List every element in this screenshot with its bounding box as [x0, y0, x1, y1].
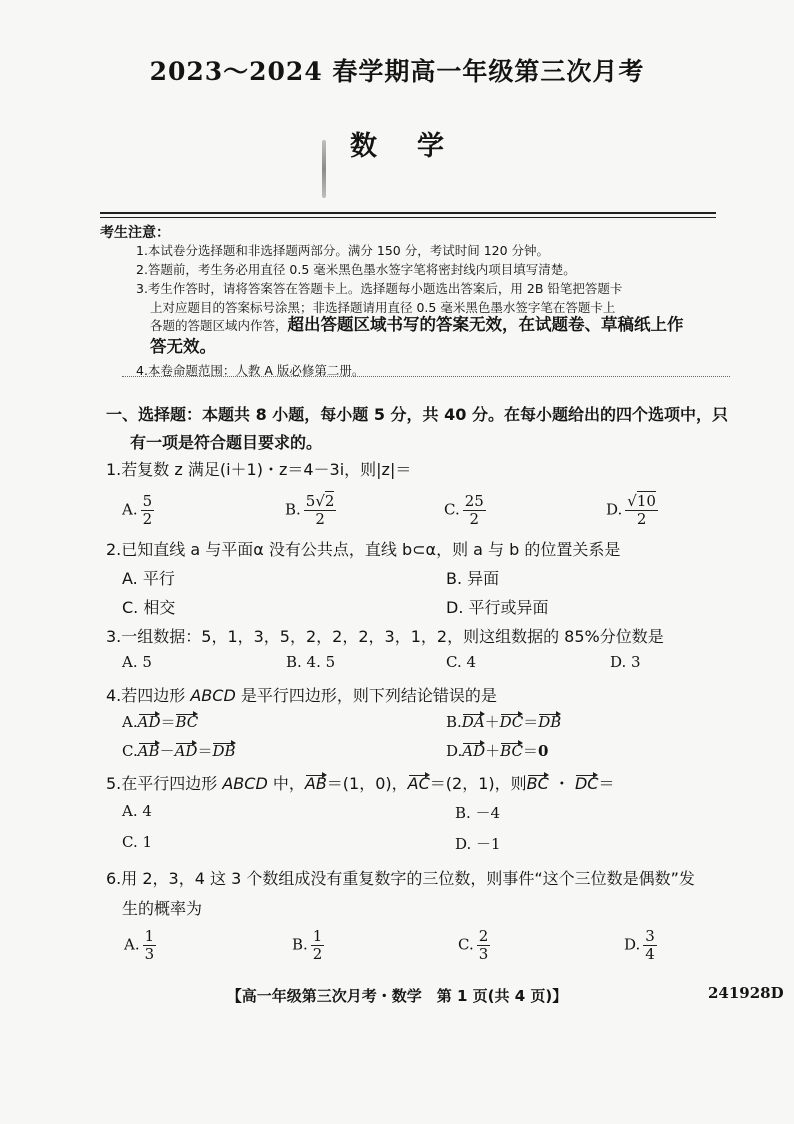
notice-item: 3.考生作答时，请将答案答在答题卡上。选择题每小题选出答案后，用 2B 铅笔把答题卡 — [136, 281, 623, 296]
page-footer: 【高一年级第三次月考・数学 第 1 页(共 4 页)】 — [226, 987, 568, 1005]
vector: AC — [407, 774, 430, 793]
numerator: 25 — [464, 492, 484, 510]
fraction — [141, 493, 155, 528]
operator: ＝ — [522, 742, 538, 760]
numerator: 5 — [142, 492, 153, 510]
option-label: D. — [624, 935, 641, 954]
vector: AD — [462, 742, 486, 760]
numerator: 1 — [144, 927, 155, 945]
q2-option-b: B. 异面 — [446, 569, 500, 588]
q1-option-a — [122, 493, 154, 528]
operator: － — [159, 742, 175, 760]
operator: ＝ — [523, 713, 539, 731]
vector: DB — [212, 742, 236, 760]
notice-item: 1.本试卷分选择题和非选择题两部分。满分 150 分，考试时间 120 分钟。 — [136, 243, 550, 258]
denominator: 2 — [469, 510, 480, 528]
q3-option-d: D. 3 — [610, 653, 641, 671]
operator: ＋ — [485, 742, 501, 760]
q4-option-a — [122, 711, 198, 732]
denominator: 2 — [142, 510, 153, 528]
notice-title: 考生注意： — [100, 225, 170, 241]
vector: AB — [304, 774, 327, 793]
option-label: D. — [606, 500, 623, 519]
q3-option-c: C. 4 — [446, 653, 477, 671]
question-6-stem-cont: 生的概率为 — [122, 899, 203, 918]
coefficient: 5 — [305, 492, 316, 510]
fraction — [311, 928, 325, 963]
operator: ＝ — [197, 742, 213, 760]
numerator: 2 — [478, 927, 489, 945]
notice-item: 各题的答题区域内作答， — [150, 318, 288, 333]
fraction — [143, 928, 157, 963]
q1-option-d — [606, 493, 658, 528]
notice-item: 2.答题前，考生务必用直径 0.5 毫米黑色墨水签字笔将密封线内项目填写清楚。 — [136, 262, 576, 277]
denominator: 2 — [315, 510, 325, 528]
notice-item: 上对应题目的答案标号涂黑；非选择题请用直径 0.5 毫米黑色墨水签字笔在答题卡上 — [150, 300, 616, 315]
option-label: C. — [122, 742, 138, 760]
q1-option-c — [444, 493, 486, 528]
question-5-stem — [106, 771, 615, 794]
section-heading: 一、选择题：本题共 8 小题，每小题 5 分，共 40 分。在每小题给出的四个选项中，只 — [106, 405, 728, 424]
q6-option-a — [124, 928, 156, 963]
fraction — [304, 493, 337, 528]
option-label: C. — [444, 500, 460, 519]
q2-option-c: C. 相交 — [122, 598, 176, 617]
sqrt-sign: √ — [315, 492, 325, 510]
q6-option-b — [292, 928, 324, 963]
question-4-stem — [106, 683, 497, 706]
numerator — [625, 493, 658, 511]
vector: BC — [175, 713, 199, 731]
fraction — [463, 493, 486, 528]
option-label: A. — [124, 935, 140, 954]
math-var: ABCD — [190, 686, 236, 705]
question-1-stem: 1.若复数 z 满足(i＋1)・z＝4－3i，则|z|＝ — [106, 460, 412, 479]
option-label: B. — [446, 713, 462, 731]
option-label: A. — [122, 500, 138, 519]
q5-option-c: C. 1 — [122, 833, 153, 851]
operator: ＝ — [598, 774, 615, 793]
notice-emphasis: 答无效。 — [150, 337, 216, 356]
vector: DB — [538, 713, 562, 731]
q3-option-b: B. 4. 5 — [286, 653, 336, 671]
operator: ・ — [548, 774, 575, 793]
denominator: 2 — [636, 510, 647, 528]
fraction — [477, 928, 491, 963]
notice-emphasis: 超出答题区域书写的答案无效，在试题卷、草稿纸上作 — [287, 315, 684, 334]
denominator: 3 — [478, 945, 489, 963]
vector: BC — [500, 742, 523, 760]
fraction — [625, 493, 658, 528]
vector: DC — [499, 713, 524, 731]
option-label: B. — [292, 935, 308, 954]
q4-option-c — [122, 740, 236, 761]
stem-text: 中， — [267, 774, 305, 793]
divider-bottom — [100, 217, 716, 218]
q2-option-d: D. 平行或异面 — [446, 598, 549, 617]
scan-smudge — [322, 140, 326, 198]
q3-option-a: A. 5 — [122, 653, 152, 671]
option-label: C. — [458, 935, 474, 954]
stem-text: ＝(1，0)， — [326, 774, 408, 793]
q1-option-b — [285, 493, 336, 528]
question-6-stem: 6.用 2，3，4 这 3 个数组成没有重复数字的三位数，则事件“这个三位数是偶数”发 — [106, 869, 695, 888]
subject-title: 数学 — [350, 131, 484, 162]
q5-option-d: D. －1 — [455, 835, 501, 853]
vector: DA — [461, 713, 485, 731]
question-3-stem: 3.一组数据：5，1，3，5，2，2，2，3，1，2，则这组数据的 85%分位数是 — [106, 627, 664, 646]
vector: AD — [137, 713, 161, 731]
q6-option-d — [624, 928, 657, 963]
notice-item-emphasis-line — [150, 314, 684, 336]
stem-text: 是平行四边形，则下列结论错误的是 — [235, 686, 497, 705]
vector: DC — [574, 774, 599, 793]
vector: BC — [526, 774, 549, 793]
numerator: 3 — [645, 927, 655, 945]
exam-title: 2023～2024 春学期高一年级第三次月考 — [149, 57, 645, 86]
q5-option-b: B. －4 — [455, 804, 501, 822]
denominator: 2 — [312, 945, 323, 963]
exam-code: 241928D — [708, 984, 784, 1002]
option-label: A. — [122, 713, 138, 731]
q5-option-a: A. 4 — [122, 802, 152, 820]
radicand: 2 — [324, 492, 335, 510]
option-label: B. — [285, 500, 301, 519]
vector: AD — [174, 742, 198, 760]
divider-top — [100, 212, 716, 214]
numerator: 1 — [312, 927, 323, 945]
q4-option-d — [446, 740, 548, 761]
sqrt-sign: √ — [627, 492, 637, 510]
stem-text: 5.在平行四边形 — [106, 774, 223, 793]
vector: AB — [137, 742, 160, 760]
stem-text: 4.若四边形 — [106, 686, 191, 705]
option-label: D. — [446, 742, 463, 760]
fraction — [643, 928, 657, 963]
math-var: ABCD — [222, 774, 268, 793]
numerator — [304, 493, 337, 511]
question-2-stem: 2.已知直线 a 与平面α 没有公共点，直线 b⊂α，则 a 与 b 的位置关系是 — [106, 540, 621, 559]
denominator: 3 — [144, 945, 155, 963]
zero-vector: 0 — [537, 742, 549, 760]
q6-option-c — [458, 928, 490, 963]
notice-item: 4.本卷命题范围：人教 A 版必修第二册。 — [136, 363, 365, 378]
section-heading-cont: 有一项是符合题目要求的。 — [130, 433, 323, 452]
denominator: 4 — [645, 945, 655, 963]
operator: ＋ — [484, 713, 500, 731]
operator: ＝ — [160, 713, 176, 731]
q4-option-b — [446, 711, 561, 732]
radicand: 10 — [636, 492, 656, 510]
stem-text: ＝(2，1)，则 — [429, 774, 527, 793]
q2-option-a: A. 平行 — [122, 569, 175, 588]
